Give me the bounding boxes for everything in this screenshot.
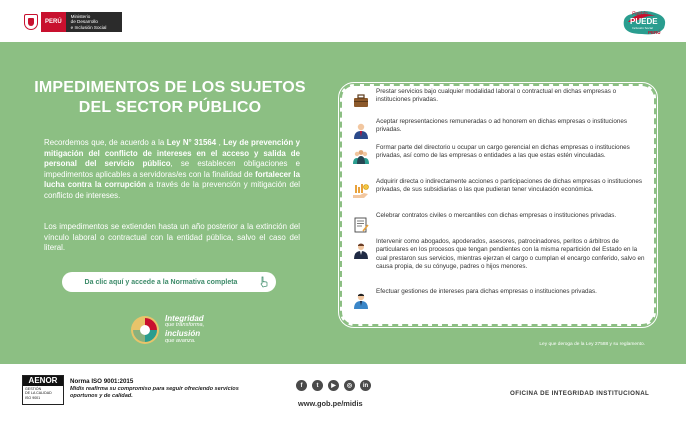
- lawyer-icon: [352, 242, 370, 260]
- integrity-slogan: [165, 315, 204, 345]
- ministry-line-2: de Desarrollo: [70, 19, 98, 25]
- facebook-icon[interactable]: f: [296, 380, 307, 391]
- social-links: [296, 380, 371, 391]
- ministry-line-1: Ministerio: [70, 14, 91, 19]
- list-item: [352, 118, 648, 144]
- intro-text-c: , se establecen obligaciones e impedimentos aplicables a servidoras/es con la finalidad de: [44, 159, 300, 179]
- youtube-icon[interactable]: ▶: [328, 380, 339, 391]
- aenor-label: AENOR: [23, 376, 63, 386]
- ministry-label: [66, 12, 122, 32]
- main-section: [0, 42, 686, 364]
- aenor-subtext: [23, 386, 63, 401]
- website-link[interactable]: www.gob.pe/midis: [298, 399, 363, 408]
- list-item: [352, 178, 648, 212]
- integrity-badge: [130, 312, 230, 348]
- businessman-icon: [352, 122, 370, 140]
- slogan-line-3: inclusión: [165, 329, 201, 338]
- law-number: Ley N° 31564: [166, 138, 217, 147]
- iso-title: Norma ISO 9001:2015: [70, 378, 134, 385]
- brand-top-text: Pueblo: [632, 11, 648, 17]
- briefcase-icon: [352, 92, 370, 110]
- impediment-text: Efectuar gestiones de intereses para dichas empresas o instituciones privadas.: [376, 288, 597, 295]
- list-item: [352, 88, 648, 118]
- list-item: [352, 238, 648, 288]
- pointer-hand-icon: [258, 276, 270, 288]
- law-title: Ley de prevención y mitigación del conflicto de intereses en el acceso y salida de personal del servicio público: [44, 138, 301, 168]
- instagram-icon[interactable]: ◎: [344, 380, 355, 391]
- aenor-certification-logo: [22, 375, 64, 405]
- intro-text-d: a través de la prevención y mitigación del conflicto de intereses.: [44, 180, 300, 200]
- slogan-line-1: Integridad: [165, 313, 204, 323]
- brand-main-text: PUEDE: [630, 17, 658, 26]
- slogan-line-4: que avanza.: [165, 337, 196, 344]
- office-label: OFICINA DE INTEGRIDAD INSTITUCIONAL: [510, 390, 650, 397]
- team-icon: [352, 148, 370, 166]
- brand-sub-text: Inclusión Social: [632, 26, 653, 30]
- government-logo: [24, 12, 122, 32]
- slogan-line-2: que transforma,: [165, 322, 205, 329]
- aenor-sub-3: ISO 9001: [25, 395, 41, 400]
- manager-icon: [352, 292, 370, 310]
- twitter-icon[interactable]: t: [312, 380, 323, 391]
- law-goal: fortalecer la lucha contra la corrupción: [44, 169, 300, 189]
- list-item: [352, 144, 648, 178]
- integrity-logo-icon: [130, 315, 160, 345]
- ministry-line-3: e Inclusión Social: [70, 24, 107, 30]
- impediment-text: Formar parte del directorio u ocupar un cargo gerencial en dichas empresas o instituciones privadas, así como de las empresas o entidades a las que estas estén vinculadas.: [376, 144, 630, 160]
- footer: [0, 364, 686, 424]
- contract-icon: [352, 216, 370, 234]
- brand-country-text: PERÚ: [648, 30, 661, 35]
- impediments-list: [352, 88, 648, 314]
- normativa-link-button[interactable]: [62, 272, 276, 292]
- intro-text-a: Recordemos que, de acuerdo a la: [44, 138, 167, 147]
- impediment-text: Adquirir directa o indirectamente acciones o participaciones de dichas empresas o instituciones privadas, de sus subsidiarias o las que pudieran tener vinculación económica.: [376, 178, 643, 194]
- intro-paragraph: [44, 138, 300, 201]
- aenor-sub-1: GESTIÓN: [25, 387, 42, 391]
- iso-description: Midis reafirma su compromiso para seguir ofreciendo servicios oportunos y de calidad.: [70, 386, 239, 399]
- pueblo-puede-logo: [618, 6, 670, 38]
- aenor-sub-2: DE LA CALIDAD: [25, 391, 52, 396]
- title-line-1: IMPEDIMENTOS DE LOS SUJETOS: [34, 79, 306, 96]
- impediment-text: Aceptar representaciones remuneradas o ad honorem en dichas empresas o instituciones privadas.: [376, 118, 627, 134]
- cta-label: Da clic aquí y accede a la Normativa completa: [84, 278, 238, 286]
- country-label: PERÚ: [41, 12, 66, 32]
- intro-text-b: ,: [216, 138, 224, 147]
- money-hand-icon: [352, 182, 370, 200]
- header: [0, 0, 686, 42]
- impediment-text: Celebrar contratos civiles o mercantiles con dichas empresas o instituciones privadas.: [376, 212, 617, 219]
- footnote: Ley que deroga de la Ley 27588 y su reglamento.: [539, 342, 645, 347]
- list-item: [352, 288, 648, 314]
- extension-paragraph: Los impedimentos se extienden hasta un año posterior a la extinción del vínculo laboral o contractual con la entidad pública, salvo el caso del literal.: [44, 222, 300, 252]
- title-line-2: DEL SECTOR PÚBLICO: [78, 99, 262, 116]
- list-item: [352, 212, 648, 238]
- coat-of-arms-icon: [24, 14, 38, 30]
- impediment-text: Intervenir como abogados, apoderados, asesores, patrocinadores, peritos o árbitros de particulares en los procesos que tengan pendientes con la misma repartición del Estado en la cual prestaron sus servicios, mientras ejerzan el cargo o cumplan el encargo conferido, salvo en causa propia, de su cónyuge, padres o hijos menores.: [376, 238, 645, 271]
- impediment-text: Prestar servicios bajo cualquier modalidad laboral o contractual en dichas empresas o instituciones privadas.: [376, 88, 617, 104]
- linkedin-icon[interactable]: in: [360, 380, 371, 391]
- page-title: [30, 78, 310, 118]
